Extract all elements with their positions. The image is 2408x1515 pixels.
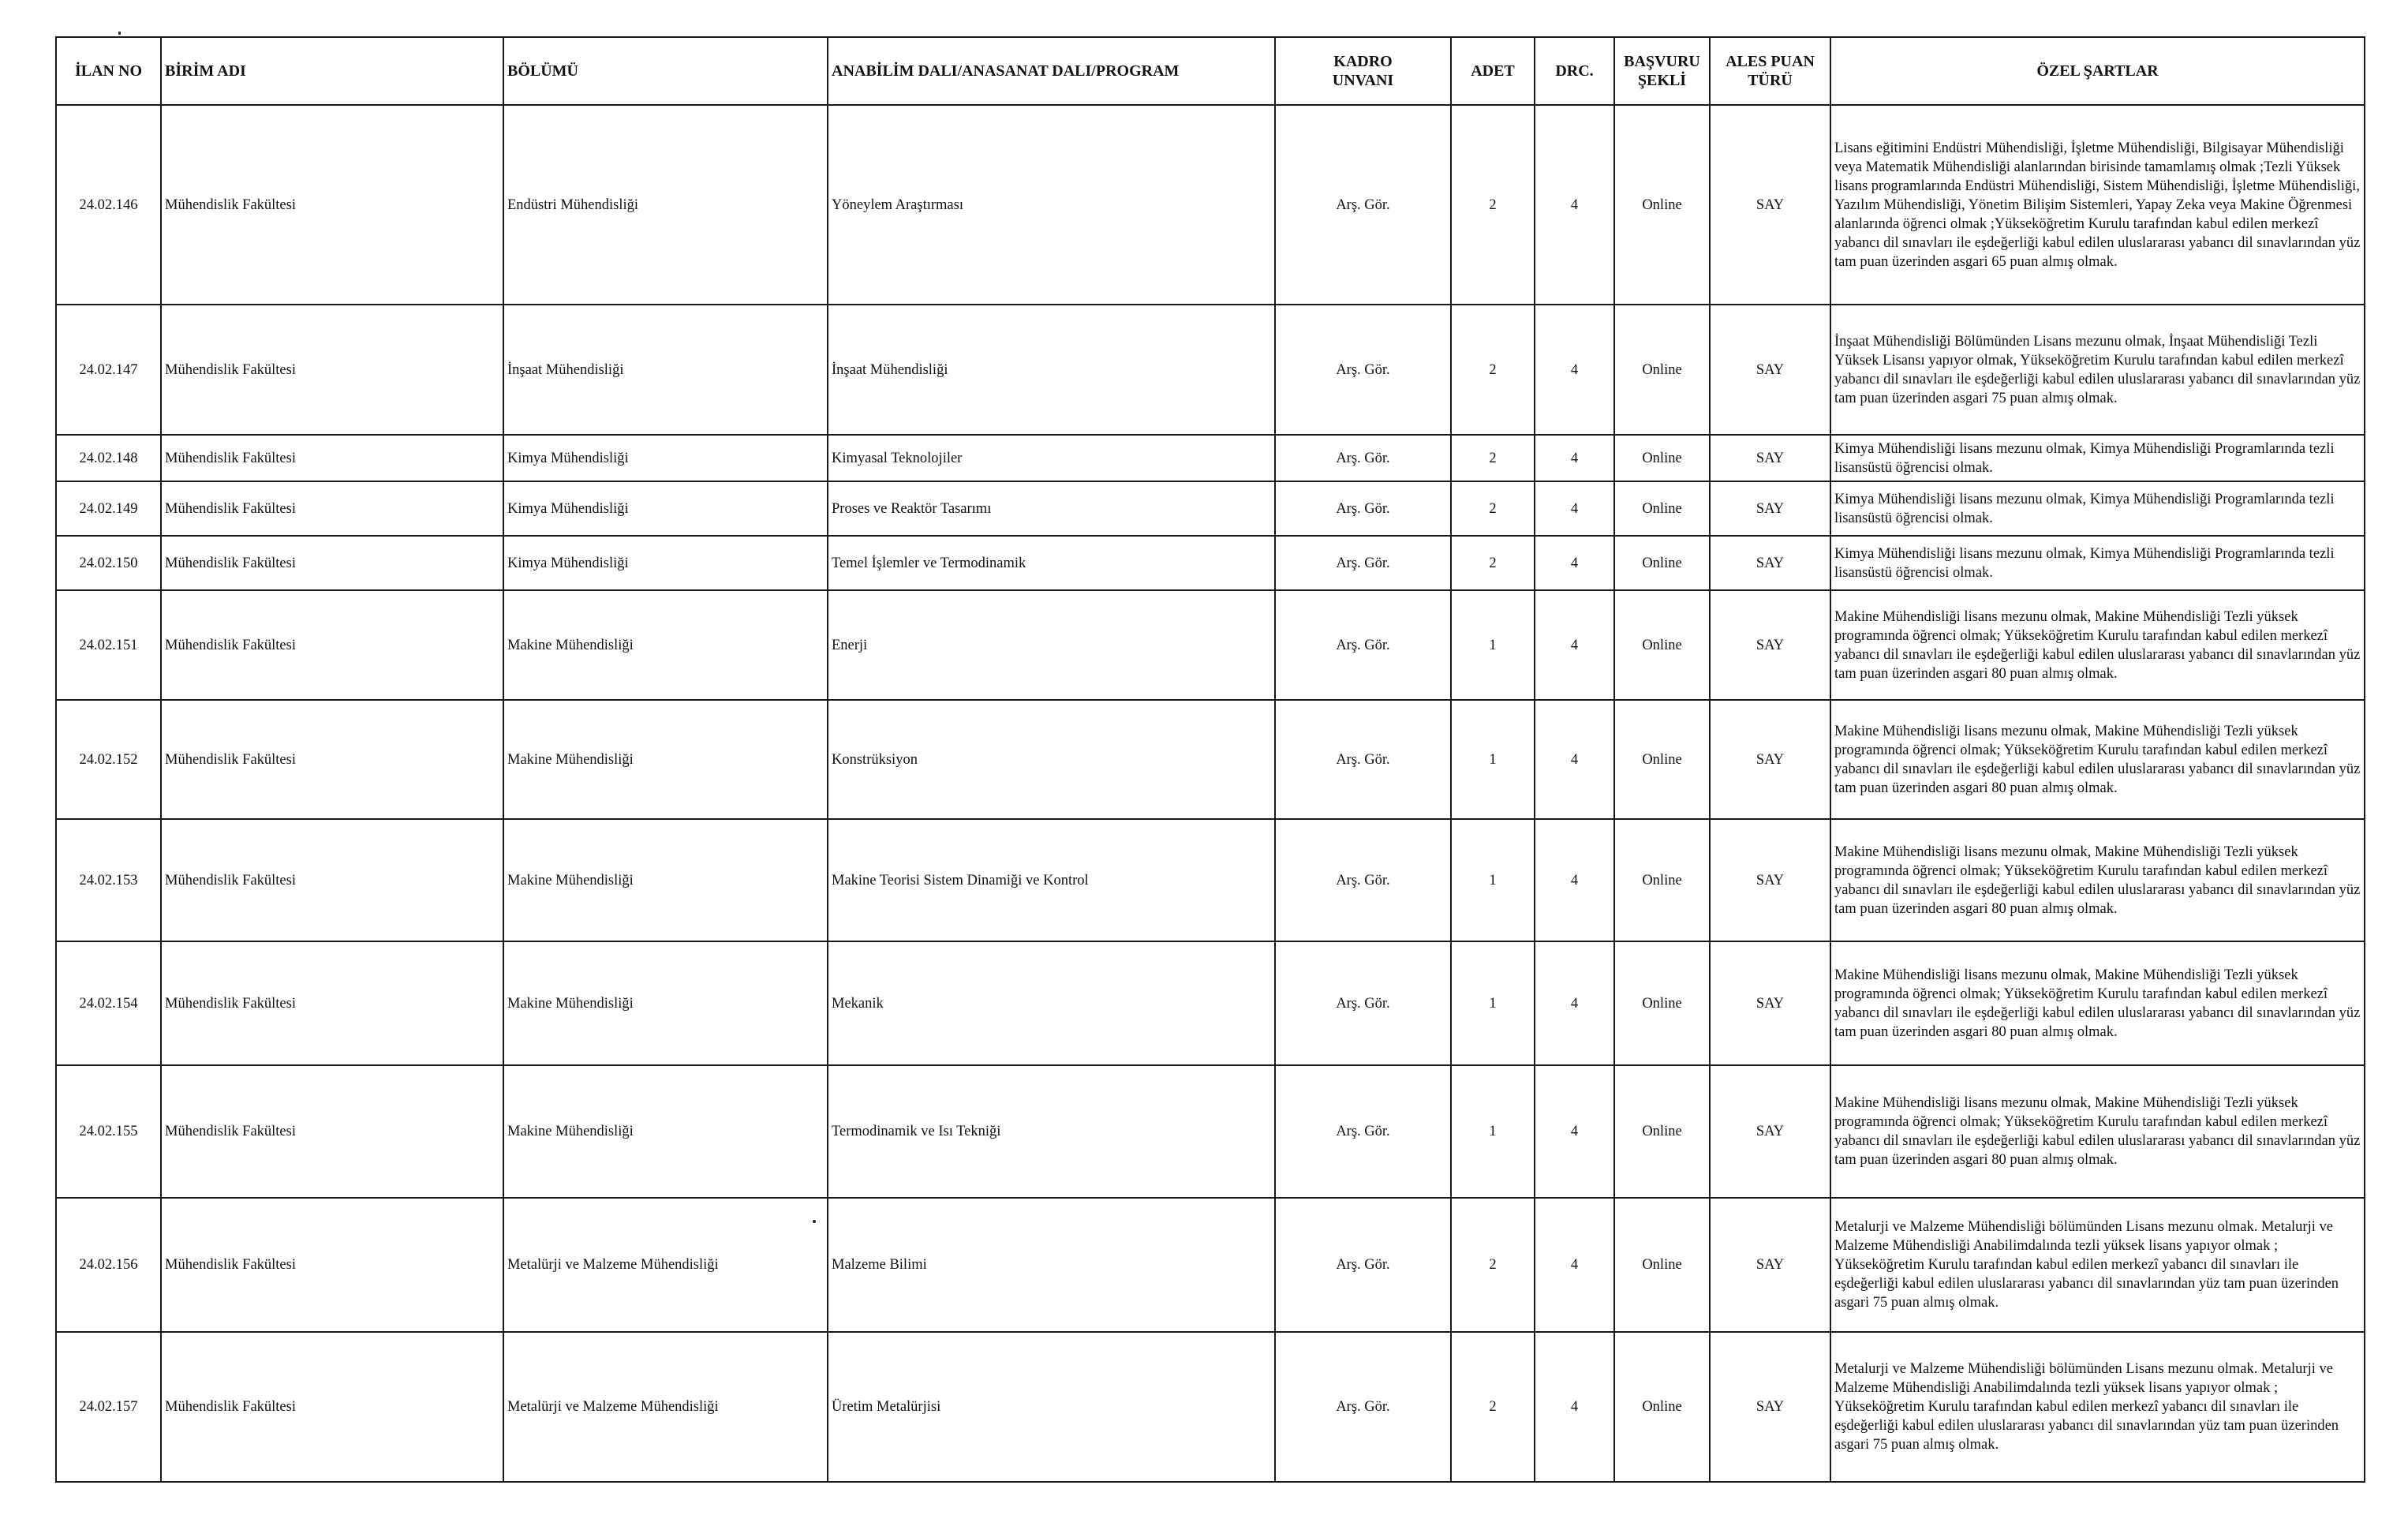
table-row (56, 305, 2365, 435)
cell-drc: 4 (1535, 1198, 1614, 1332)
cell-ales-puan-turu: SAY (1710, 536, 1830, 590)
cell-ales-puan-turu: SAY (1710, 1065, 1830, 1198)
cell-kadro-unvani: Arş. Gör. (1275, 1065, 1451, 1198)
cell-ozel-sartlar: Makine Mühendisliği lisans mezunu olmak, Makine Mühendisliği Tezli yüksek programında öğrenci olmak; Yükseköğretim Kurulu tarafından kabul edilen merkezî yabancı dil sınavları ile eşdeğerliği kabul edilen uluslararası yabancı dil sınavlarından yüz tam puan üzerinden asgari 80 puan almış olmak. (1830, 1065, 2365, 1198)
cell-basvuru-sekli: Online (1614, 481, 1710, 536)
table-row (56, 590, 2365, 700)
table-row (56, 1065, 2365, 1198)
header-kadro-line1: KADRO (1333, 53, 1393, 70)
cell-drc: 4 (1535, 536, 1614, 590)
cell-drc: 4 (1535, 1065, 1614, 1198)
cell-program: Kimyasal Teknolojiler (828, 435, 1275, 481)
cell-bolumu: Makine Mühendisliği (503, 819, 828, 941)
header-ales-line1: ALES PUAN (1726, 53, 1815, 70)
cell-ilan-no: 24.02.157 (56, 1332, 161, 1482)
cell-drc: 4 (1535, 590, 1614, 700)
cell-drc: 4 (1535, 941, 1614, 1065)
cell-bolumu: Kimya Mühendisliği (503, 536, 828, 590)
cell-ozel-sartlar: İnşaat Mühendisliği Bölümünden Lisans mezunu olmak, İnşaat Mühendisliği Tezli Yüksek Lisansı yapıyor olmak, Yükseköğretim Kurulu tarafından kabul edilen merkezî yabancı dil sınavları ile eşdeğerliği kabul edilen uluslararası yabancı dil sınavlarından yüz tam puan üzerinden asgari 75 puan almış olmak. (1830, 305, 2365, 435)
header-ilan-no: İLAN NO (56, 37, 161, 105)
cell-ilan-no: 24.02.151 (56, 590, 161, 700)
cell-basvuru-sekli: Online (1614, 941, 1710, 1065)
cell-kadro-unvani: Arş. Gör. (1275, 819, 1451, 941)
table-row (56, 1198, 2365, 1332)
cell-bolumu: Makine Mühendisliği (503, 1065, 828, 1198)
table-row (56, 1332, 2365, 1482)
cell-ilan-no: 24.02.146 (56, 105, 161, 305)
cell-bolumu: Kimya Mühendisliği (503, 481, 828, 536)
cell-ilan-no: 24.02.147 (56, 305, 161, 435)
cell-ilan-no: 24.02.149 (56, 481, 161, 536)
cell-ilan-no: 24.02.153 (56, 819, 161, 941)
header-kadro-line2: UNVANI (1332, 72, 1394, 89)
cell-adet: 2 (1451, 435, 1535, 481)
cell-ales-puan-turu: SAY (1710, 305, 1830, 435)
cell-ilan-no: 24.02.156 (56, 1198, 161, 1332)
cell-bolumu: Makine Mühendisliği (503, 941, 828, 1065)
cell-bolumu: Makine Mühendisliği (503, 590, 828, 700)
cell-ilan-no: 24.02.155 (56, 1065, 161, 1198)
cell-bolumu: Metalürji ve Malzeme Mühendisliği (503, 1198, 828, 1332)
cell-kadro-unvani: Arş. Gör. (1275, 1198, 1451, 1332)
cell-adet: 1 (1451, 941, 1535, 1065)
cell-ilan-no: 24.02.152 (56, 700, 161, 819)
header-ozel-sartlar: ÖZEL ŞARTLAR (1830, 37, 2365, 105)
cell-birim-adi: Mühendislik Fakültesi (161, 1332, 503, 1482)
cell-basvuru-sekli: Online (1614, 1198, 1710, 1332)
header-bolumu: BÖLÜMÜ (503, 37, 828, 105)
cell-basvuru-sekli: Online (1614, 590, 1710, 700)
cell-birim-adi: Mühendislik Fakültesi (161, 435, 503, 481)
cell-ales-puan-turu: SAY (1710, 105, 1830, 305)
cell-program: İnşaat Mühendisliği (828, 305, 1275, 435)
cell-drc: 4 (1535, 700, 1614, 819)
cell-ozel-sartlar: Makine Mühendisliği lisans mezunu olmak, Makine Mühendisliği Tezli yüksek programında öğrenci olmak; Yükseköğretim Kurulu tarafından kabul edilen merkezî yabancı dil sınavları ile eşdeğerliği kabul edilen uluslararası yabancı dil sınavlarından yüz tam puan üzerinden asgari 80 puan almış olmak. (1830, 590, 2365, 700)
cell-birim-adi: Mühendislik Fakültesi (161, 1065, 503, 1198)
cell-ozel-sartlar: Lisans eğitimini Endüstri Mühendisliği, İşletme Mühendisliği, Bilgisayar Mühendisliği veya Matematik Mühendisliği alanlarından birisinde tamamlamış olmak ;Tezli Yüksek lisans programlarında Endüstri Mühendisliği, Sistem Mühendisliği, İşletme Mühendisliği, Yazılım Mühendisliği, Yönetim Bilişim Sistemleri, Yapay Zeka veya Makine Öğrenmesi alanlarında öğrenci olmak ;Yükseköğretim Kurulu tarafından kabul edilen merkezî yabancı dil sınavları ile eşdeğerliği kabul edilen uluslararası yabancı dil sınavlarından yüz tam puan üzerinden asgari 65 puan almış olmak. (1830, 105, 2365, 305)
cell-bolumu: Makine Mühendisliği (503, 700, 828, 819)
header-ales-puan-turu (1710, 37, 1830, 105)
cell-kadro-unvani: Arş. Gör. (1275, 435, 1451, 481)
cell-drc: 4 (1535, 1332, 1614, 1482)
cell-bolumu: Kimya Mühendisliği (503, 435, 828, 481)
cell-program: Enerji (828, 590, 1275, 700)
cell-adet: 2 (1451, 536, 1535, 590)
table-row (56, 941, 2365, 1065)
cell-program: Yöneylem Araştırması (828, 105, 1275, 305)
cell-kadro-unvani: Arş. Gör. (1275, 481, 1451, 536)
header-basvuru-sekli (1614, 37, 1710, 105)
cell-adet: 2 (1451, 1198, 1535, 1332)
cell-drc: 4 (1535, 481, 1614, 536)
cell-program: Termodinamik ve Isı Tekniği (828, 1065, 1275, 1198)
table-row (56, 819, 2365, 941)
cell-program: Proses ve Reaktör Tasarımı (828, 481, 1275, 536)
cell-bolumu: İnşaat Mühendisliği (503, 305, 828, 435)
cell-birim-adi: Mühendislik Fakültesi (161, 536, 503, 590)
cell-kadro-unvani: Arş. Gör. (1275, 941, 1451, 1065)
cell-ilan-no: 24.02.150 (56, 536, 161, 590)
cell-program: Mekanik (828, 941, 1275, 1065)
cell-adet: 2 (1451, 1332, 1535, 1482)
cell-kadro-unvani: Arş. Gör. (1275, 105, 1451, 305)
cell-kadro-unvani: Arş. Gör. (1275, 590, 1451, 700)
cell-ales-puan-turu: SAY (1710, 435, 1830, 481)
header-row (56, 37, 2365, 105)
cell-kadro-unvani: Arş. Gör. (1275, 700, 1451, 819)
cell-ales-puan-turu: SAY (1710, 941, 1830, 1065)
header-basvuru-line1: BAŞVURU (1624, 53, 1700, 70)
cell-drc: 4 (1535, 819, 1614, 941)
header-drc: DRC. (1535, 37, 1614, 105)
cell-ozel-sartlar: Kimya Mühendisliği lisans mezunu olmak, Kimya Mühendisliği Programlarında tezli lisansüstü öğrencisi olmak. (1830, 435, 2365, 481)
header-basvuru-line2: ŞEKLİ (1637, 72, 1687, 89)
cell-kadro-unvani: Arş. Gör. (1275, 305, 1451, 435)
cell-ilan-no: 24.02.154 (56, 941, 161, 1065)
table-row (56, 536, 2365, 590)
job-listing-table (55, 36, 2365, 1483)
header-kadro-unvani (1275, 37, 1451, 105)
cell-drc: 4 (1535, 305, 1614, 435)
cell-ilan-no: 24.02.148 (56, 435, 161, 481)
cell-ales-puan-turu: SAY (1710, 819, 1830, 941)
cell-kadro-unvani: Arş. Gör. (1275, 1332, 1451, 1482)
scan-mark (118, 32, 121, 35)
cell-adet: 2 (1451, 305, 1535, 435)
cell-basvuru-sekli: Online (1614, 435, 1710, 481)
header-birim-adi: BİRİM ADI (161, 37, 503, 105)
cell-ales-puan-turu: SAY (1710, 590, 1830, 700)
cell-kadro-unvani: Arş. Gör. (1275, 536, 1451, 590)
cell-adet: 1 (1451, 1065, 1535, 1198)
cell-birim-adi: Mühendislik Fakültesi (161, 481, 503, 536)
cell-basvuru-sekli: Online (1614, 536, 1710, 590)
cell-program: Konstrüksiyon (828, 700, 1275, 819)
cell-ales-puan-turu: SAY (1710, 700, 1830, 819)
cell-ales-puan-turu: SAY (1710, 1198, 1830, 1332)
cell-ozel-sartlar: Kimya Mühendisliği lisans mezunu olmak, Kimya Mühendisliği Programlarında tezli lisansüstü öğrencisi olmak. (1830, 536, 2365, 590)
table-row (56, 481, 2365, 536)
cell-birim-adi: Mühendislik Fakültesi (161, 700, 503, 819)
cell-program: Makine Teorisi Sistem Dinamiği ve Kontrol (828, 819, 1275, 941)
cell-ales-puan-turu: SAY (1710, 481, 1830, 536)
cell-basvuru-sekli: Online (1614, 305, 1710, 435)
cell-adet: 1 (1451, 700, 1535, 819)
cell-birim-adi: Mühendislik Fakültesi (161, 819, 503, 941)
cell-adet: 2 (1451, 105, 1535, 305)
header-ales-line2: TÜRÜ (1748, 72, 1793, 89)
cell-basvuru-sekli: Online (1614, 700, 1710, 819)
cell-basvuru-sekli: Online (1614, 1065, 1710, 1198)
cell-program: Malzeme Bilimi (828, 1198, 1275, 1332)
cell-birim-adi: Mühendislik Fakültesi (161, 1198, 503, 1332)
cell-birim-adi: Mühendislik Fakültesi (161, 105, 503, 305)
table-row (56, 105, 2365, 305)
cell-bolumu: Endüstri Mühendisliği (503, 105, 828, 305)
cell-ozel-sartlar: Makine Mühendisliği lisans mezunu olmak, Makine Mühendisliği Tezli yüksek programında öğrenci olmak; Yükseköğretim Kurulu tarafından kabul edilen merkezî yabancı dil sınavları ile eşdeğerliği kabul edilen uluslararası yabancı dil sınavlarından yüz tam puan üzerinden asgari 80 puan almış olmak. (1830, 941, 2365, 1065)
cell-ozel-sartlar: Kimya Mühendisliği lisans mezunu olmak, Kimya Mühendisliği Programlarında tezli lisansüstü öğrencisi olmak. (1830, 481, 2365, 536)
cell-birim-adi: Mühendislik Fakültesi (161, 941, 503, 1065)
cell-birim-adi: Mühendislik Fakültesi (161, 305, 503, 435)
cell-program: Üretim Metalürjisi (828, 1332, 1275, 1482)
cell-ozel-sartlar: Makine Mühendisliği lisans mezunu olmak, Makine Mühendisliği Tezli yüksek programında öğrenci olmak; Yükseköğretim Kurulu tarafından kabul edilen merkezî yabancı dil sınavları ile eşdeğerliği kabul edilen uluslararası yabancı dil sınavlarından yüz tam puan üzerinden asgari 80 puan almış olmak. (1830, 819, 2365, 941)
cell-bolumu: Metalürji ve Malzeme Mühendisliği (503, 1332, 828, 1482)
cell-program: Temel İşlemler ve Termodinamik (828, 536, 1275, 590)
cell-basvuru-sekli: Online (1614, 105, 1710, 305)
cell-ozel-sartlar: Metalurji ve Malzeme Mühendisliği bölümünden Lisans mezunu olmak. Metalurji ve Malzeme Mühendisliği Anabilimdalında tezli yüksek lisans yapıyor olmak ; Yükseköğretim Kurulu tarafından kabul edilen merkezî yabancı dil sınavları ile eşdeğerliği kabul edilen uluslararası yabancı dil sınavlarından yüz tam puan üzerinden asgari 75 puan almış olmak. (1830, 1198, 2365, 1332)
cell-adet: 2 (1451, 481, 1535, 536)
table-row (56, 435, 2365, 481)
header-adet: ADET (1451, 37, 1535, 105)
cell-ozel-sartlar: Metalurji ve Malzeme Mühendisliği bölümünden Lisans mezunu olmak. Metalurji ve Malzeme Mühendisliği Anabilimdalında tezli yüksek lisans yapıyor olmak ; Yükseköğretim Kurulu tarafından kabul edilen merkezî yabancı dil sınavları ile eşdeğerliği kabul edilen uluslararası yabancı dil sınavlarından yüz tam puan üzerinden asgari 75 puan almış olmak. (1830, 1332, 2365, 1482)
cell-birim-adi: Mühendislik Fakültesi (161, 590, 503, 700)
cell-basvuru-sekli: Online (1614, 819, 1710, 941)
header-anabilim-dali: ANABİLİM DALI/ANASANAT DALI/PROGRAM (828, 37, 1275, 105)
cell-ozel-sartlar: Makine Mühendisliği lisans mezunu olmak, Makine Mühendisliği Tezli yüksek programında öğrenci olmak; Yükseköğretim Kurulu tarafından kabul edilen merkezî yabancı dil sınavları ile eşdeğerliği kabul edilen uluslararası yabancı dil sınavlarından yüz tam puan üzerinden asgari 80 puan almış olmak. (1830, 700, 2365, 819)
table-row (56, 700, 2365, 819)
cell-adet: 1 (1451, 590, 1535, 700)
cell-ales-puan-turu: SAY (1710, 1332, 1830, 1482)
cell-adet: 1 (1451, 819, 1535, 941)
cell-drc: 4 (1535, 435, 1614, 481)
cell-drc: 4 (1535, 105, 1614, 305)
cell-basvuru-sekli: Online (1614, 1332, 1710, 1482)
